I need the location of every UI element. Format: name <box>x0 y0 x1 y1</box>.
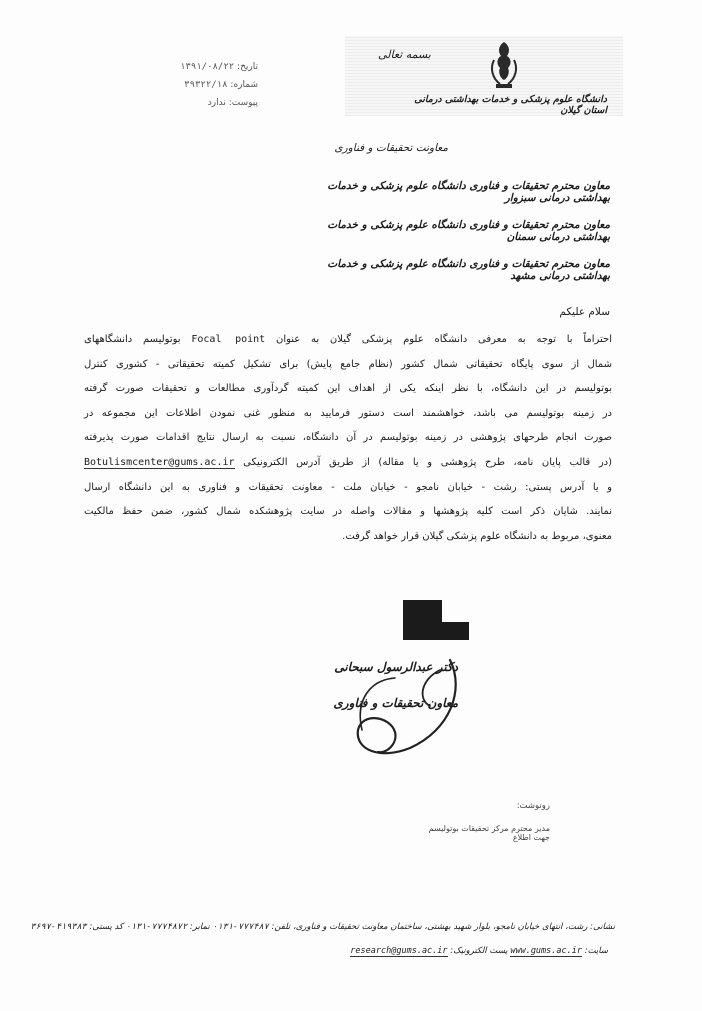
footer-fax: ۷۷۷۴۸۷۲-۰۱۳۱ <box>125 922 188 932</box>
body-line: (در قالب پایان نامه، طرح پژوهشی و یا مقاله) از طریق آدرس الکترونیکی Botulismcenter@gums.ac.ir <box>84 456 612 468</box>
recipient-line: معاون محترم تحقیقات و فناوری دانشگاه علوم پزشکی و خدمات بهداشتی درمانی سبزوار <box>327 180 610 204</box>
university-logo-icon <box>488 38 520 92</box>
stamp-block-notch <box>442 600 469 622</box>
body-line: در زمینه بوتولیسم می باشد، خواهشمند است دستور فرمایید به منظور غنی نمودن اطلاعات این مجموعه در <box>84 407 612 419</box>
footer-postal-label: کد پستی: <box>89 922 124 932</box>
basmala-text: بسمه تعالی <box>378 48 431 61</box>
body-line: شمال از سوی پایگاه تحقیقاتی شمال کشور (نظام جامع پایش) برای تشکیل کمیته تحقیقاتی - کشوری کنترل <box>84 358 612 370</box>
cc-title: رونوشت: <box>516 801 550 811</box>
body-line: معنوی، مربوط به دانشگاه علوم پزشکی گیلان قرار خواهد گرفت. <box>342 530 612 542</box>
signer-name: دکتر عبدالرسول سبحانی <box>334 660 458 674</box>
body-line: نمایند. شایان ذکر است کلیه پژوهشها و مقالات واصله در سایت پژوهشکده شمال کشور، ضمن حفظ مالکیت <box>84 506 612 518</box>
center-email-link[interactable]: Botulismcenter@gums.ac.ir <box>84 456 235 468</box>
cc-item: مدیر محترم مرکز تحقیقات بوتولیسم جهت اطلاع <box>428 824 550 842</box>
university-name: دانشگاه علوم پزشکی و خدمات بهداشتی درمانی استان گیلان <box>414 94 607 116</box>
body-line: بوتولیسم در این دانشگاه، با نظر اینکه یکی از اهداف این کمیته گردآوری مطالعات و تحقیقات صورت گرفته <box>84 383 612 395</box>
date-value: ۱۳۹۱/۰۸/۲۲ <box>179 62 235 72</box>
number-label: شماره: <box>230 80 258 90</box>
handwritten-signature <box>300 620 475 770</box>
letter-body <box>84 334 612 555</box>
footer-postal: ۴۱۹۳۸۳-۳۶۹۷ <box>30 922 87 932</box>
body-line: صورت انجام طرحهای پژوهشی در زمینه بوتولیسم در آن دانشگاه، نسبت به ارسال نتایج اقدامات صورت پذیرفته <box>84 432 612 444</box>
footer-address: نشانی: رشت، انتهای خیابان نامجو، بلوار شهید بهشتی، ساختمان معاونت تحقیقات و فناوری، تلفن: ۷۷۷۴۸۷-۰۱۳۱ نمابر: ۷۷۷۴۸۷۲-۰۱۳۱ کد پستی: ۴۱۹۳۸۳-۳۶۹۷ <box>30 922 615 932</box>
letter-date <box>148 62 258 72</box>
signer-title: معاون تحقیقات و فناوری <box>333 696 458 710</box>
greeting: سلام علیکم <box>559 306 610 318</box>
footer-email-label: پست الکترونیک: <box>450 946 508 956</box>
body-line: و یا آدرس پستی: رشت - خیابان نامجو - خیابان ملت - معاونت تحقیقات و فناوری به این دانشگاه ارسال <box>84 481 612 493</box>
footer-web <box>228 946 608 956</box>
letter-attachment: پیوست: ندارد <box>207 98 258 108</box>
footer-phone: ۷۷۷۴۸۷-۰۱۳۱ <box>212 922 269 932</box>
footer-website-label: سایت: <box>584 946 608 956</box>
recipient-line: معاون محترم تحقیقات و فناوری دانشگاه علوم پزشکی و خدمات بهداشتی درمانی مشهد <box>327 258 610 282</box>
footer-email-link[interactable]: research@gums.ac.ir <box>350 946 448 956</box>
letter-number <box>148 80 258 90</box>
number-value: ۳۹۳۲۲/۱۸ <box>184 80 228 90</box>
department-name: معاونت تحقیقات و فناوری <box>334 142 448 154</box>
date-label: تاریخ: <box>237 62 258 72</box>
footer-website-link[interactable]: www.gums.ac.ir <box>510 946 582 956</box>
recipient-line: معاون محترم تحقیقات و فناوری دانشگاه علوم پزشکی و خدمات بهداشتی درمانی سمنان <box>327 219 610 243</box>
focal-point-term: Focal point <box>191 334 266 345</box>
footer-fax-label: نمابر: <box>189 922 210 932</box>
body-line: احتراماً با توجه به معرفی دانشگاه علوم پزشکی گیلان به عنوان Focal point بوتولیسم دانشگاههای <box>84 334 613 345</box>
